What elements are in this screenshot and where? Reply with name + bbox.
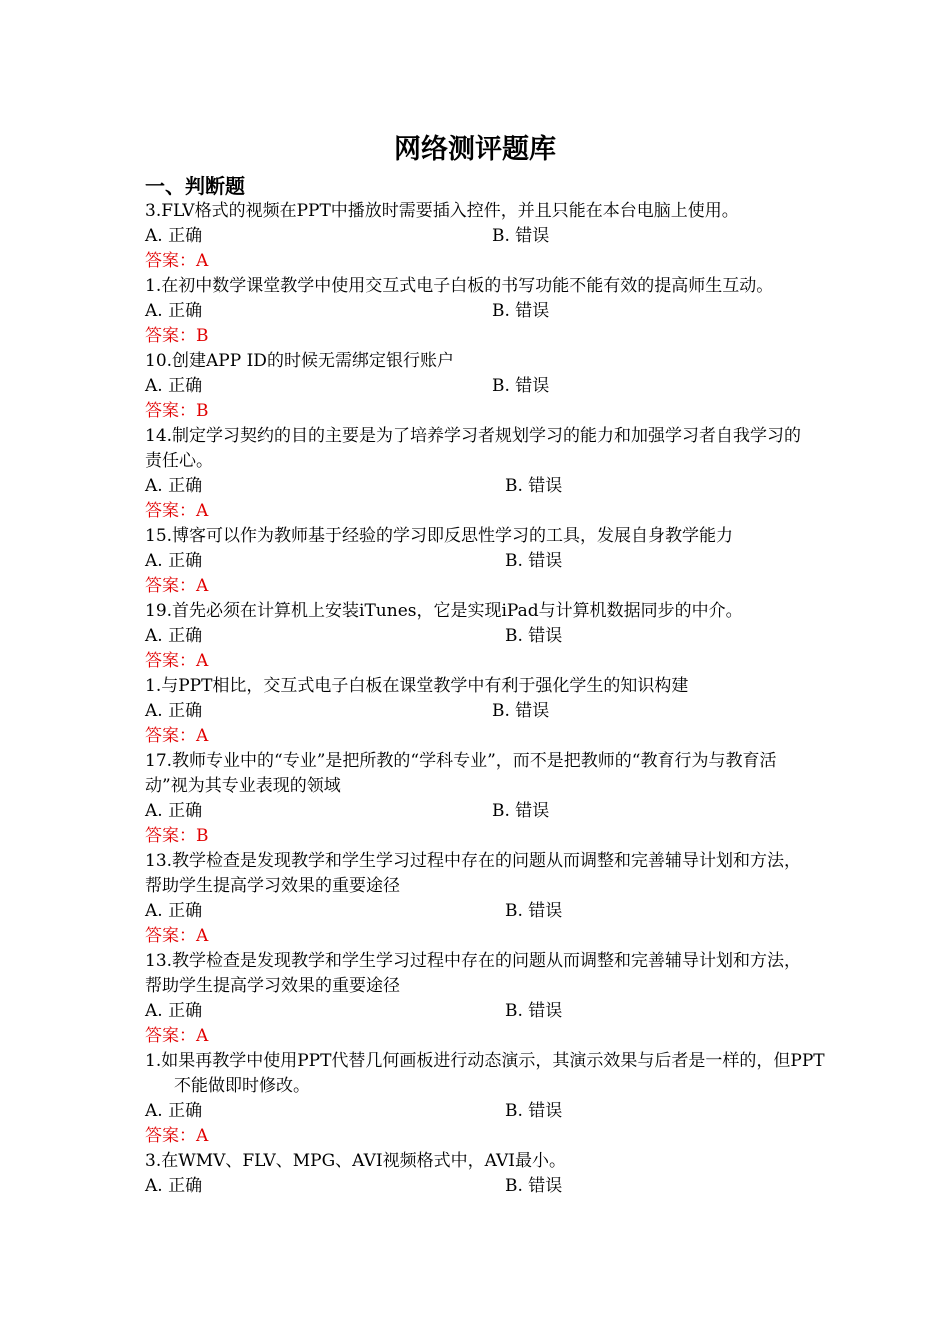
question-item (145, 599, 815, 674)
option-b: B. 错误 (505, 1176, 563, 1196)
answer-key: 答案：A (145, 1026, 209, 1046)
option-a: A. 正确 (145, 301, 203, 321)
option-a: A. 正确 (145, 1001, 203, 1021)
option-a: A. 正确 (145, 901, 203, 921)
option-a: A. 正确 (145, 801, 203, 821)
option-a: A. 正确 (145, 626, 203, 646)
question-item (145, 1049, 825, 1149)
answer-options (145, 899, 815, 924)
question-item (145, 524, 815, 599)
answer-key: 答案：A (145, 726, 209, 746)
answer-key: 答案：A (145, 251, 209, 271)
question-text: 1.与PPT相比，交互式电子白板在课堂教学中有利于强化学生的知识构建 (145, 676, 689, 696)
question-text: 10.创建APP ID的时候无需绑定银行账户 (145, 351, 454, 371)
question-item (145, 199, 815, 274)
option-a: A. 正确 (145, 1176, 203, 1196)
answer-key: 答案：B (145, 326, 209, 346)
answer-options (145, 549, 815, 574)
answer-options (145, 624, 815, 649)
option-a: A. 正确 (145, 701, 203, 721)
question-list (145, 199, 825, 1199)
option-a: A. 正确 (145, 476, 203, 496)
option-b: B. 错误 (505, 1001, 563, 1021)
question-text: 15.博客可以作为教师基于经验的学习即反思性学习的工具，发展自身教学能力 (145, 526, 734, 546)
answer-options (145, 799, 815, 824)
question-item (145, 949, 815, 1049)
option-b: B. 错误 (492, 376, 550, 396)
answer-key: 答案：A (145, 926, 209, 946)
option-a: A. 正确 (145, 551, 203, 571)
option-b: B. 错误 (505, 1101, 563, 1121)
option-a: A. 正确 (145, 1101, 203, 1121)
question-text: 3.在WMV、FLV、MPG、AVI视频格式中，AVI最小。 (145, 1151, 566, 1171)
option-b: B. 错误 (492, 301, 550, 321)
answer-options (145, 699, 815, 724)
question-text: 1.如果再教学中使用PPT代替几何画板进行动态演示，其演示效果与后者是一样的，但PPT不能做即时修改。 (145, 1051, 825, 1096)
question-item (145, 1149, 815, 1199)
answer-options (145, 299, 815, 324)
question-item (145, 849, 815, 949)
document-title: 网络测评题库 (394, 134, 556, 165)
option-b: B. 错误 (492, 701, 550, 721)
answer-options (145, 999, 815, 1024)
question-text: 13.教学检查是发现教学和学生学习过程中存在的问题从而调整和完善辅导计划和方法，帮助学生提高学习效果的重要途径 (145, 951, 802, 996)
question-text: 3.FLV格式的视频在PPT中播放时需要插入控件，并且只能在本台电脑上使用。 (145, 201, 739, 221)
option-b: B. 错误 (505, 476, 563, 496)
answer-options (145, 374, 815, 399)
answer-key: 答案：B (145, 826, 209, 846)
question-text: 13.教学检查是发现教学和学生学习过程中存在的问题从而调整和完善辅导计划和方法，帮助学生提高学习效果的重要途径 (145, 851, 802, 896)
option-b: B. 错误 (492, 801, 550, 821)
question-text: 1.在初中数学课堂教学中使用交互式电子白板的书写功能不能有效的提高师生互动。 (145, 276, 774, 296)
answer-options (145, 1099, 815, 1124)
answer-key: 答案：A (145, 576, 209, 596)
option-a: A. 正确 (145, 226, 203, 246)
question-text: 19.首先必须在计算机上安装iTunes，它是实现iPad与计算机数据同步的中介。 (145, 601, 743, 621)
answer-options (145, 224, 815, 249)
answer-key: 答案：B (145, 401, 209, 421)
question-item (145, 349, 815, 424)
option-b: B. 错误 (505, 626, 563, 646)
option-b: B. 错误 (505, 551, 563, 571)
question-item (145, 674, 815, 749)
question-item (145, 424, 815, 524)
option-a: A. 正确 (145, 376, 203, 396)
answer-options (145, 474, 815, 499)
option-b: B. 错误 (505, 901, 563, 921)
question-item (145, 749, 815, 849)
answer-key: 答案：A (145, 651, 209, 671)
answer-options (145, 1174, 815, 1199)
question-text: 17.教师专业中的“专业”是把所教的“学科专业”，而不是把教师的“教育行为与教育活动”视为其专业表现的领域 (145, 751, 777, 796)
option-b: B. 错误 (492, 226, 550, 246)
answer-key: 答案：A (145, 1126, 209, 1146)
question-item (145, 274, 815, 349)
answer-key: 答案：A (145, 501, 209, 521)
section-heading: 一、判断题 (145, 174, 245, 198)
question-text: 14.制定学习契约的目的主要是为了培养学习者规划学习的能力和加强学习者自我学习的责任心。 (145, 426, 802, 471)
